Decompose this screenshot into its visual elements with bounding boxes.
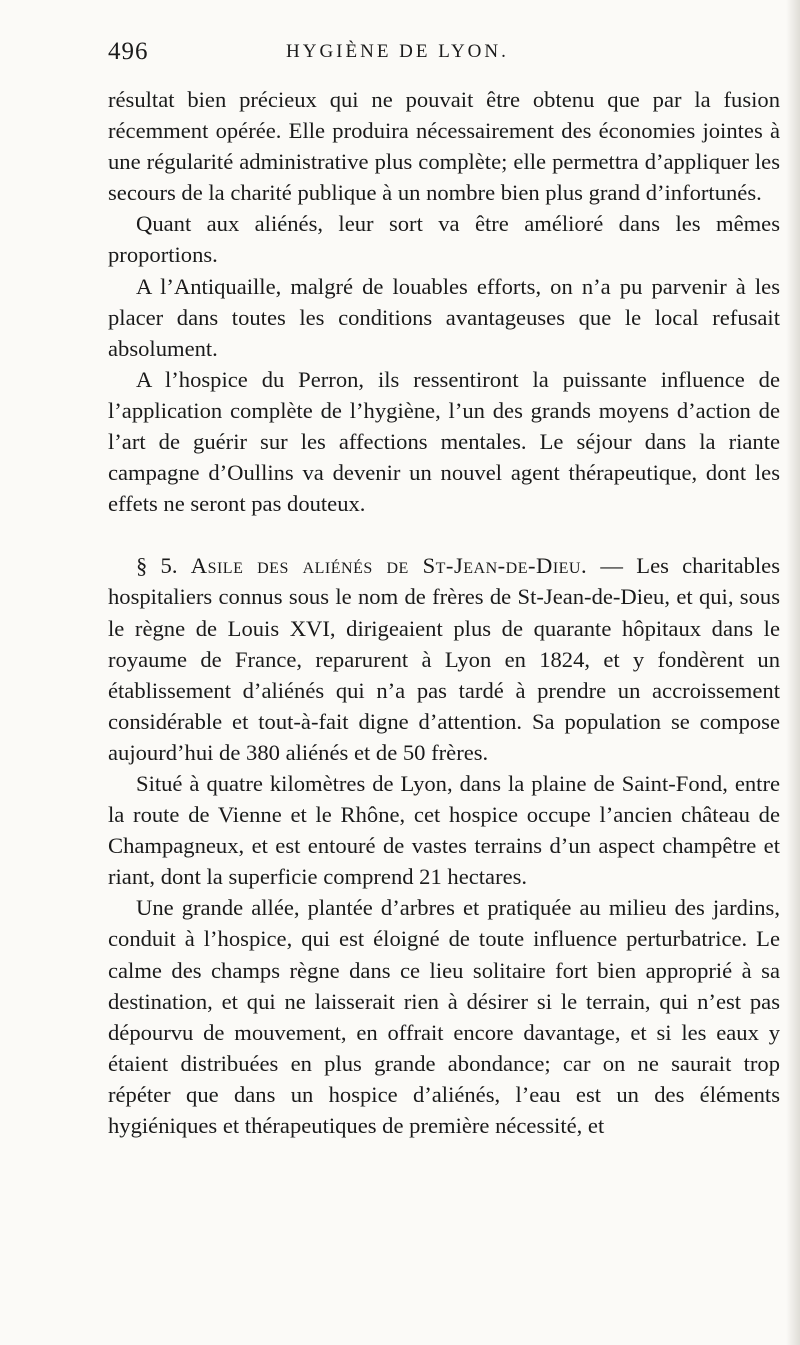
body-text [108, 84, 780, 1141]
section-number: § 5. [136, 553, 178, 579]
paragraph-perron: A l’hospice du Perron, ils ressentiront la puissante influence de l’application complète de l’hygiène, l’un des grands moyens d’action de l’art de guérir sur les affections mentales. Le séjour dans la riante campagne d’Oullins va devenir un nouvel agent thérapeutique, dont les effets ne seront pas douteux. [108, 366, 780, 517]
section-dash: — [600, 553, 623, 579]
paragraph-allee: Une grande allée, plantée d’arbres et pratiquée au milieu des jardins, conduit à l’hospice, qui est éloigné de toute influence perturbatrice. Le calme des champs règne dans ce lieu solitaire fort bien approprié à sa destination, et qui ne laisserait rien à désirer si le terrain, qui n’est pas dépourvu de mouvement, en offrait encore davantage, et si les eaux y étaient distribuées en plus grande abondance; car on ne saurait trop répéter que dans un hospice d’aliénés, l’eau est un des éléments hygiéniques et thérapeutiques de première nécessité, et [108, 895, 780, 1138]
page-header [108, 38, 778, 68]
page-number: 496 [108, 38, 149, 65]
paragraph-situation: Situé à quatre kilomètres de Lyon, dans la plaine de Saint-Fond, entre la route de Vienne et le Rhône, cet hospice occupe l’ancien château de Champagneux, et est entouré de vastes terrains d’un aspect champêtre et riant, dont la superficie comprend 21 hectares. [108, 770, 780, 890]
running-head: HYGIÈNE DE LYON. [286, 41, 509, 62]
paragraph-antiquaille: A l’Antiquaille, malgré de louables efforts, on n’a pu parvenir à les placer dans toutes les conditions avantageuses que le local refusait absolument. [108, 273, 780, 361]
paragraph-alienes: Quant aux aliénés, leur sort va être amélioré dans les mêmes proportions. [108, 211, 780, 268]
paragraph-continuation: résultat bien précieux qui ne pouvait être obtenu que par la fusion récemment opérée. Elle produira nécessairement des économies jointes à une régularité administrative plus complète; elle permettra d’appliquer les secours de la charité publique à un nombre bien plus grand d’infortunés. [108, 87, 780, 206]
section-paragraph [108, 550, 780, 768]
page-edge-shadow [786, 0, 800, 1345]
section-text: Les charitables hospitaliers connus sous le nom de frères de St-Jean-de-Dieu, et qui, sous le règne de Louis XVI, dirigeaient plus de quarante hôpitaux dans le royaume de France, reparurent à Lyon en 1824, et y fondèrent un établissement d’aliénés qui n’a pas tardé à prendre un accroissement considérable et tout-à-fait digne d’attention. Sa population se compose aujourd’hui de 380 aliénés et de 50 frères. [108, 553, 780, 765]
section-title: Asile des aliénés de St-Jean-de-Dieu. [190, 553, 588, 579]
